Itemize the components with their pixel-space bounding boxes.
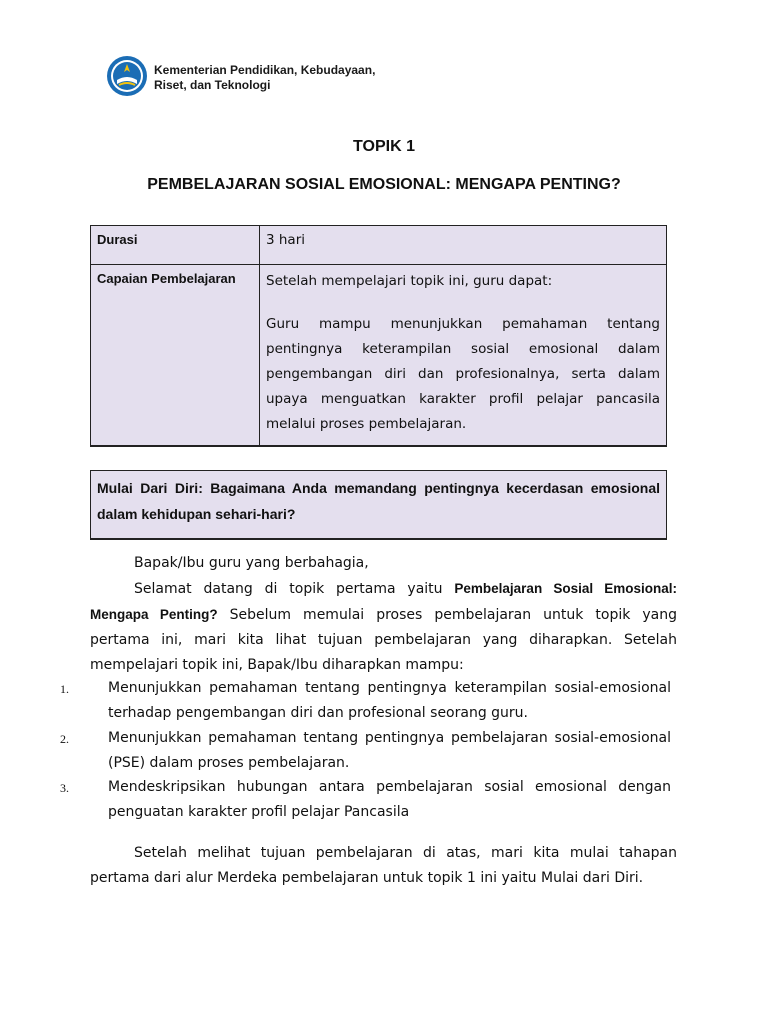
topic-heading: TOPIK 1 bbox=[353, 138, 415, 155]
table-row-learning-outcome bbox=[91, 265, 667, 447]
learning-outcome-label: Capaian Pembelajaran bbox=[91, 265, 260, 447]
objective-item-1 bbox=[60, 676, 677, 726]
intro-text-end: Sebelum memulai proses pembelajaran untuk topik yang pertama ini, mari kita lihat tujuan pembelajaran yang diharapkan. Setelah mempelajari topik ini, Bapak/Ibu diharapkan mampu: bbox=[90, 607, 677, 673]
objective-text: Menunjukkan pemahaman tentang pentingnya pembelajaran sosial-emosional (PSE) dalam proses pembelajaran. bbox=[108, 730, 671, 771]
table-row-duration bbox=[91, 226, 667, 265]
intro-topic-name: Pembelajaran Sosial Emosional: Mengapa Penting? bbox=[90, 581, 677, 622]
greeting-paragraph bbox=[90, 551, 677, 576]
page-title: PEMBELAJARAN SOSIAL EMOSIONAL: MENGAPA PENTING? bbox=[147, 176, 621, 193]
closing-paragraph bbox=[90, 841, 677, 891]
intro-paragraph bbox=[90, 576, 677, 678]
ministry-name-line2: Riset, dan Teknologi bbox=[154, 78, 271, 92]
objective-number: 2. bbox=[60, 732, 69, 746]
objective-text: Mendeskripsikan hubungan antara pembelajaran sosial emosional dengan penguatan karakter profil pelajar Pancasila bbox=[108, 779, 671, 820]
learning-outcome-cell bbox=[260, 265, 667, 447]
objective-text: Menunjukkan pemahaman tentang pentingnya keterampilan sosial-emosional terhadap pengembangan diri dan profesional seorang guru. bbox=[108, 680, 671, 721]
intro-text-start: Selamat datang di topik pertama yaitu bbox=[134, 581, 455, 597]
ministry-logo bbox=[106, 55, 148, 97]
duration-label: Durasi bbox=[91, 226, 260, 265]
objective-number: 1. bbox=[60, 682, 69, 696]
objective-number: 3. bbox=[60, 781, 69, 795]
duration-value: 3 hari bbox=[260, 226, 667, 265]
objective-item-2 bbox=[60, 726, 677, 776]
callout-box: Mulai Dari Diri: Bagaimana Anda memandang pentingnya kecerdasan emosional dalam kehidupan sehari-hari? bbox=[90, 470, 667, 540]
learning-outcome-intro: Setelah mempelajari topik ini, guru dapat: bbox=[266, 273, 553, 289]
objective-item-3 bbox=[60, 775, 677, 825]
ministry-name-line1: Kementerian Pendidikan, Kebudayaan, bbox=[154, 63, 376, 77]
info-table bbox=[90, 225, 667, 447]
ministry-name bbox=[154, 63, 375, 93]
greeting-text: Bapak/Ibu guru yang berbahagia, bbox=[134, 555, 369, 571]
learning-outcome-body: Guru mampu menunjukkan pemahaman tentang pentingnya keterampilan sosial emosional dalam pengembangan diri dan profesionalnya, serta dalam upaya menguatkan karakter profil pelajar pancasila melalui proses pembelajaran. bbox=[266, 316, 660, 432]
closing-text: Setelah melihat tujuan pembelajaran di atas, mari kita mulai tahapan pertama dari alur Merdeka pembelajaran untuk topik 1 ini yaitu Mulai dari Diri. bbox=[90, 845, 677, 886]
